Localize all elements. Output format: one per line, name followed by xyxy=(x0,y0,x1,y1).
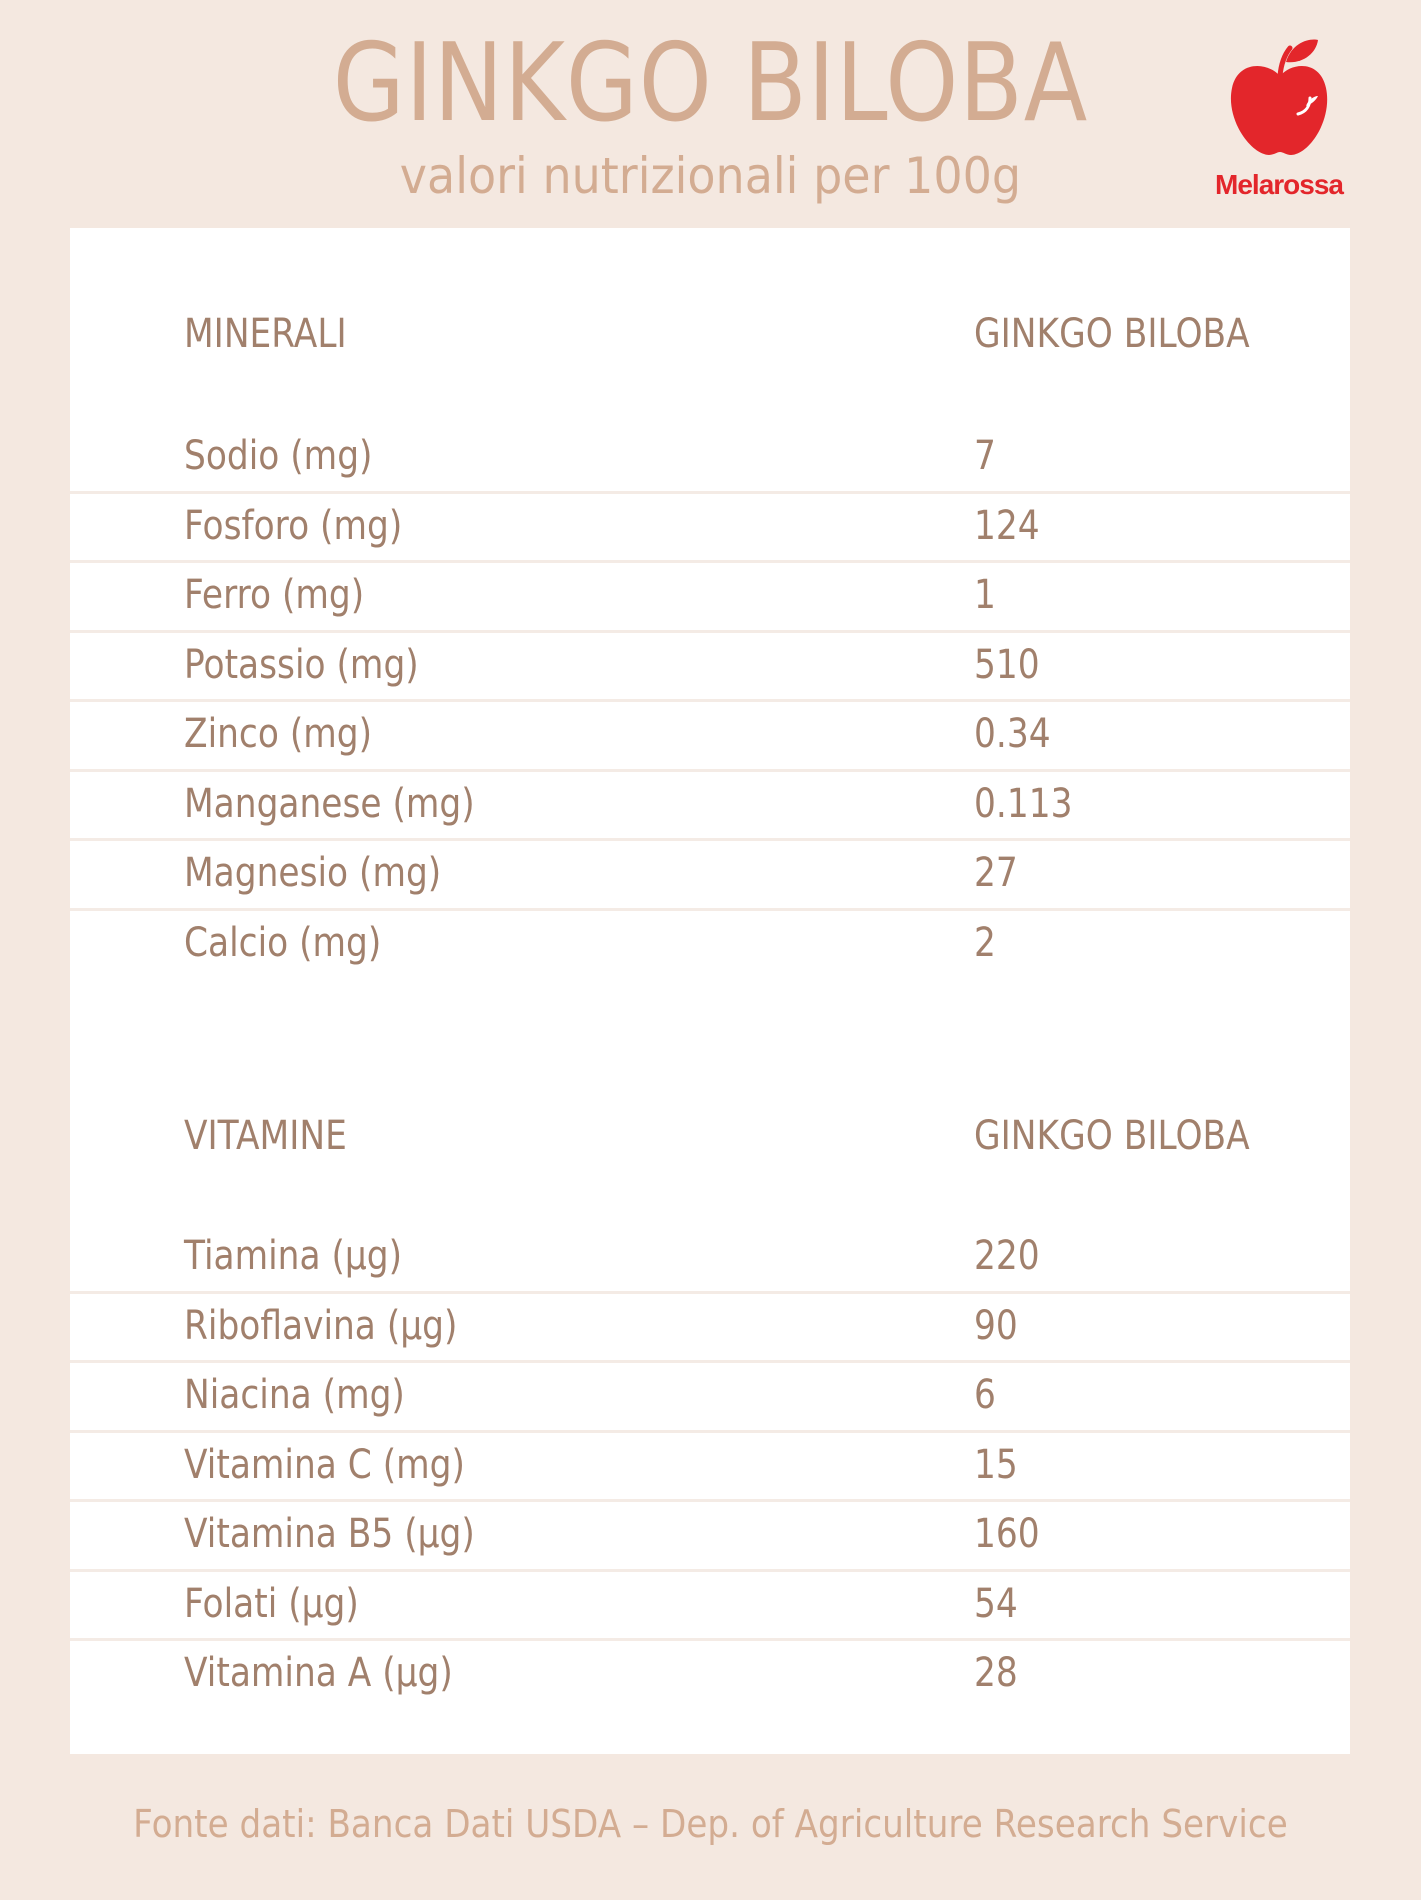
vitamine-column-heading: GINKGO BILOBA xyxy=(974,1113,1250,1159)
row-label: Calcio (mg) xyxy=(184,919,382,966)
row-label: Vitamina C (mg) xyxy=(184,1441,465,1488)
row-value: 124 xyxy=(974,502,1040,549)
table-row xyxy=(70,1363,1350,1433)
row-label: Vitamina A (µg) xyxy=(184,1650,453,1696)
row-label: Sodio (mg) xyxy=(184,433,373,479)
apple-icon xyxy=(1228,36,1330,160)
row-label: Folati (µg) xyxy=(184,1580,359,1627)
row-label: Niacina (mg) xyxy=(184,1372,405,1418)
vitamine-heading: VITAMINE xyxy=(184,1113,347,1159)
table-row xyxy=(70,911,1350,981)
row-label: Vitamina B5 (µg) xyxy=(184,1511,475,1557)
table-row xyxy=(70,1502,1350,1572)
row-label: Tiamina (µg) xyxy=(184,1233,403,1279)
page-title: GINKGO BILOBA xyxy=(332,21,1089,146)
row-value: 220 xyxy=(974,1233,1040,1279)
table-row xyxy=(70,772,1350,842)
table-row xyxy=(70,841,1350,911)
row-label: Manganese (mg) xyxy=(184,780,475,827)
table-row xyxy=(70,1224,1350,1294)
page-subtitle: valori nutrizionali per 100g xyxy=(399,147,1022,205)
table-row xyxy=(70,1433,1350,1503)
table-row xyxy=(70,563,1350,633)
row-value: 0.113 xyxy=(974,780,1073,827)
row-label: Potassio (mg) xyxy=(184,641,419,688)
row-label: Fosforo (mg) xyxy=(184,502,403,549)
table-row xyxy=(70,424,1350,494)
table-row xyxy=(70,494,1350,564)
brand-logo[interactable] xyxy=(1204,36,1354,206)
vitamine-header xyxy=(70,1106,1350,1166)
row-value: 160 xyxy=(974,1511,1040,1557)
row-value: 7 xyxy=(974,433,996,479)
minerali-column-heading: GINKGO BILOBA xyxy=(974,311,1250,357)
row-value: 15 xyxy=(974,1441,1018,1488)
row-label: Riboflavina (µg) xyxy=(184,1302,458,1349)
table-row xyxy=(70,702,1350,772)
row-value: 0.34 xyxy=(974,711,1051,757)
row-value: 27 xyxy=(974,850,1018,896)
brand-name: Melarossa xyxy=(1215,169,1343,200)
table-row xyxy=(70,1572,1350,1642)
table-row xyxy=(70,1294,1350,1364)
minerali-header xyxy=(70,304,1350,364)
row-label: Zinco (mg) xyxy=(184,711,373,757)
table-row xyxy=(70,1641,1350,1711)
row-label: Ferro (mg) xyxy=(184,572,365,618)
minerali-table xyxy=(70,424,1350,980)
nutrition-card xyxy=(70,228,1350,1754)
minerali-heading: MINERALI xyxy=(184,311,347,357)
source-note: Fonte dati: Banca Dati USDA – Dep. of Agriculture Research Service xyxy=(133,1802,1288,1846)
row-value: 28 xyxy=(974,1650,1018,1696)
row-value: 510 xyxy=(974,641,1040,688)
row-value: 6 xyxy=(974,1372,996,1418)
row-label: Magnesio (mg) xyxy=(184,850,442,896)
row-value: 54 xyxy=(974,1580,1018,1627)
row-value: 2 xyxy=(974,919,996,966)
row-value: 1 xyxy=(974,572,996,618)
row-value: 90 xyxy=(974,1302,1018,1349)
table-row xyxy=(70,633,1350,703)
vitamine-table xyxy=(70,1224,1350,1711)
